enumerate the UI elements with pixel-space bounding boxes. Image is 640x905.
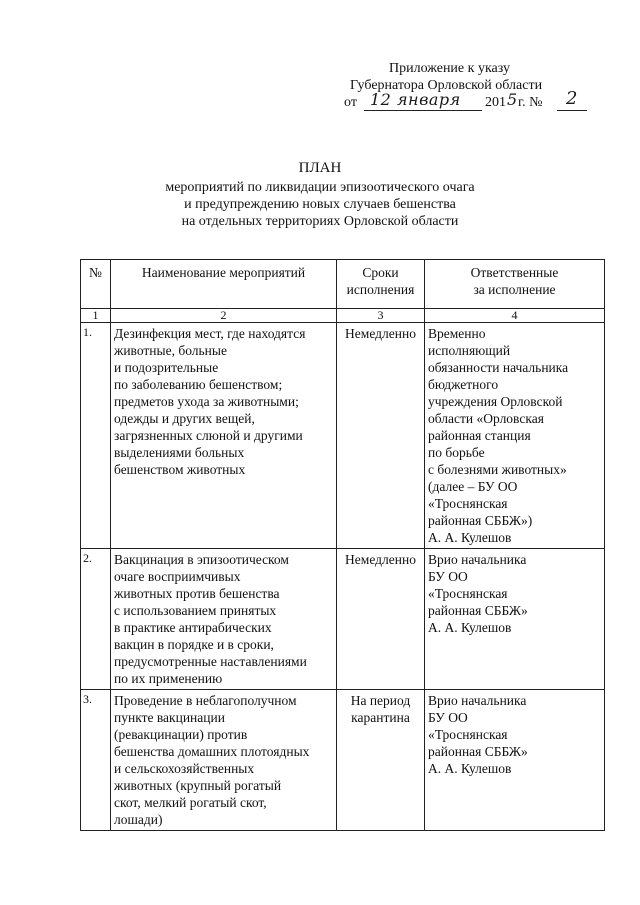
plan-heading: ПЛАН xyxy=(298,160,342,176)
handwritten-number: 2 xyxy=(566,88,578,109)
appendix-block xyxy=(344,60,594,114)
title-line-1: мероприятий по ликвидации эпизоотического очага xyxy=(165,180,475,195)
document-title xyxy=(0,160,640,230)
decree-date-line xyxy=(344,88,594,114)
activity-name: Проведение в неблагополучном пункте вакцинации (ревакцинации) против бешенства домашних плотоядных и сельскохозяйственных животных (крупный рогатый скот, мелкий рогатый скот, лошади) xyxy=(111,690,337,831)
title-line-2: и предупреждению новых случаев бешенства xyxy=(184,197,456,212)
header-deadline: Сроки исполнения xyxy=(337,260,425,309)
row-number: 1. xyxy=(81,323,111,549)
year-suffix: г. № xyxy=(518,95,543,110)
column-number: 3 xyxy=(337,309,425,323)
handwritten-year: 5 xyxy=(507,90,518,109)
activity-name: Дезинфекция мест, где находятся животные, больные и подозрительные по заболеванию бешенством; предметов ухода за животными; одежды и других вещей, загрязненных слюной и другими выделениями больных бешенством животных xyxy=(111,323,337,549)
handwritten-date: 12 января xyxy=(370,90,461,109)
row-number: 3. xyxy=(81,690,111,831)
title-line-3: на отдельных территориях Орловской области xyxy=(181,214,459,229)
table-row xyxy=(81,690,605,831)
appendix-line-1: Приложение к указу xyxy=(389,61,510,76)
header-number: № xyxy=(81,260,111,309)
plan-table xyxy=(80,259,605,831)
deadline: На период карантина xyxy=(337,690,425,831)
header-activity: Наименование мероприятий xyxy=(111,260,337,309)
table-header-row xyxy=(81,260,605,309)
header-responsible: Ответственные за исполнение xyxy=(425,260,605,309)
deadline: Немедленно xyxy=(337,549,425,690)
table-row xyxy=(81,549,605,690)
column-number: 1 xyxy=(81,309,111,323)
responsible: Врио начальника БУ ОО «Троснянская районная СББЖ» А. А. Кулешов xyxy=(425,690,605,831)
date-underline xyxy=(364,110,482,111)
column-number-row xyxy=(81,309,605,323)
column-number: 4 xyxy=(425,309,605,323)
responsible: Временно исполняющий обязанности начальника бюджетного учреждения Орловской области «Орловская районная станция по борьбе с болезнями животных» (далее – БУ ОО «Троснянская районная СББЖ») А. А. Кулешов xyxy=(425,323,605,549)
number-underline xyxy=(557,110,587,111)
date-prefix: от xyxy=(344,95,357,110)
column-number: 2 xyxy=(111,309,337,323)
deadline: Немедленно xyxy=(337,323,425,549)
year-prefix: 201 xyxy=(485,95,506,110)
table-row xyxy=(81,323,605,549)
appendix-line-2: Губернатора Орловской области xyxy=(350,78,543,93)
activity-name: Вакцинация в эпизоотическом очаге восприимчивых животных против бешенства с использованием принятых в практике антирабических вакцин в порядке и в сроки, предусмотренные наставлениями по их применению xyxy=(111,549,337,690)
responsible: Врио начальника БУ ОО «Троснянская районная СББЖ» А. А. Кулешов xyxy=(425,549,605,690)
row-number: 2. xyxy=(81,549,111,690)
